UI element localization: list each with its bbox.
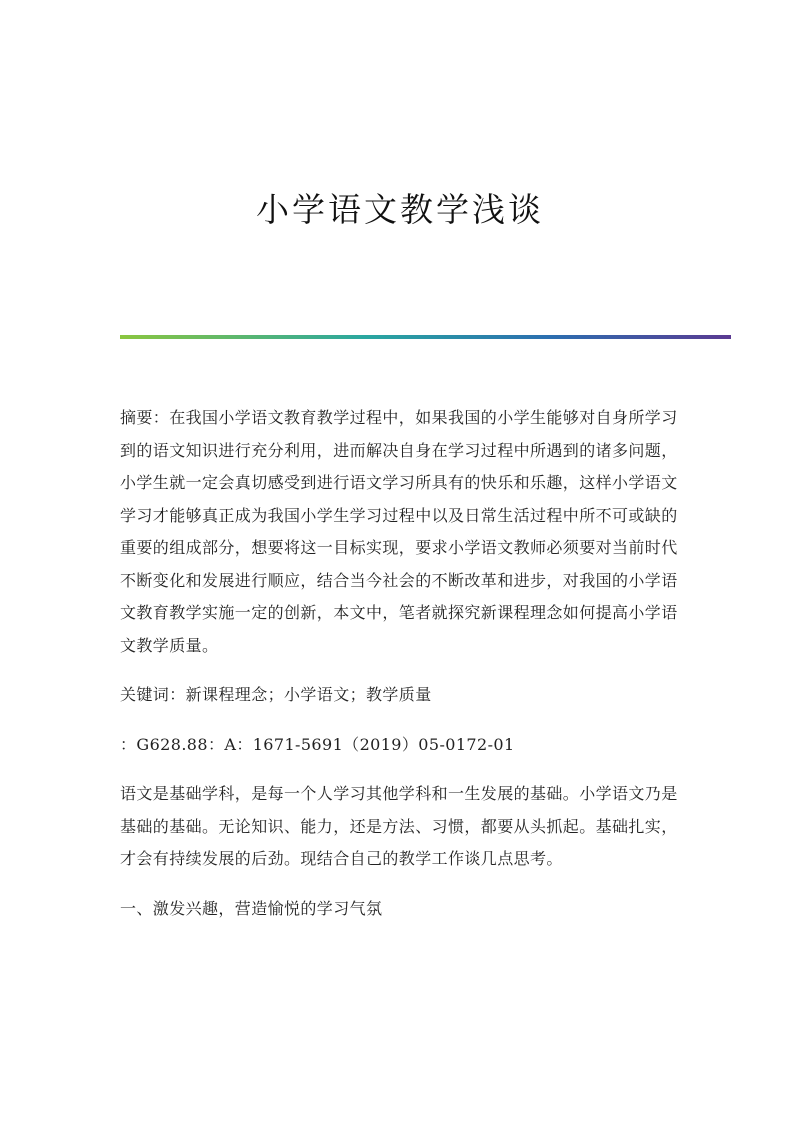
keywords-line: 关键词：新课程理念；小学语文；教学质量 <box>120 685 432 704</box>
section-heading: 一、激发兴趣，营造愉悦的学习气氛 <box>120 898 383 918</box>
classification-line: ：G628.88：A：1671-5691（2019）05-0172-01 <box>120 734 515 754</box>
abstract-paragraph: 摘要：在我国小学语文教育教学过程中，如果我国的小学生能够对自身所学习到的语文知识进行充分利用，进而解决自身在学习过程中所遇到的诸多问题，小学生就一定会真切感受到进行语文学习所具有的快乐和乐趣，这样小学语文学习才能够真正成为我国小学生学习过程中以及日常生活过程中所不可或缺的重要的组成部分，想要将这一目标实现，要求小学语文教师必须要对当前时代不断变化和发展进行顺应，结合当今社会的不断改革和进步，对我国的小学语文教育教学实施一定的创新，本文中，笔者就探究新课程理念如何提高小学语文教学质量。 <box>120 408 678 655</box>
document-title: 小学语文教学浅谈 <box>256 190 544 229</box>
document-body <box>120 402 680 925</box>
title-divider <box>120 335 731 339</box>
intro-paragraph: 语文是基础学科，是每一个人学习其他学科和一生发展的基础。小学语文乃是基础的基础。无论知识、能力，还是方法、习惯，都要从头抓起。基础扎实，才会有持续发展的后劲。现结合自己的教学工作谈几点思考。 <box>120 784 678 868</box>
